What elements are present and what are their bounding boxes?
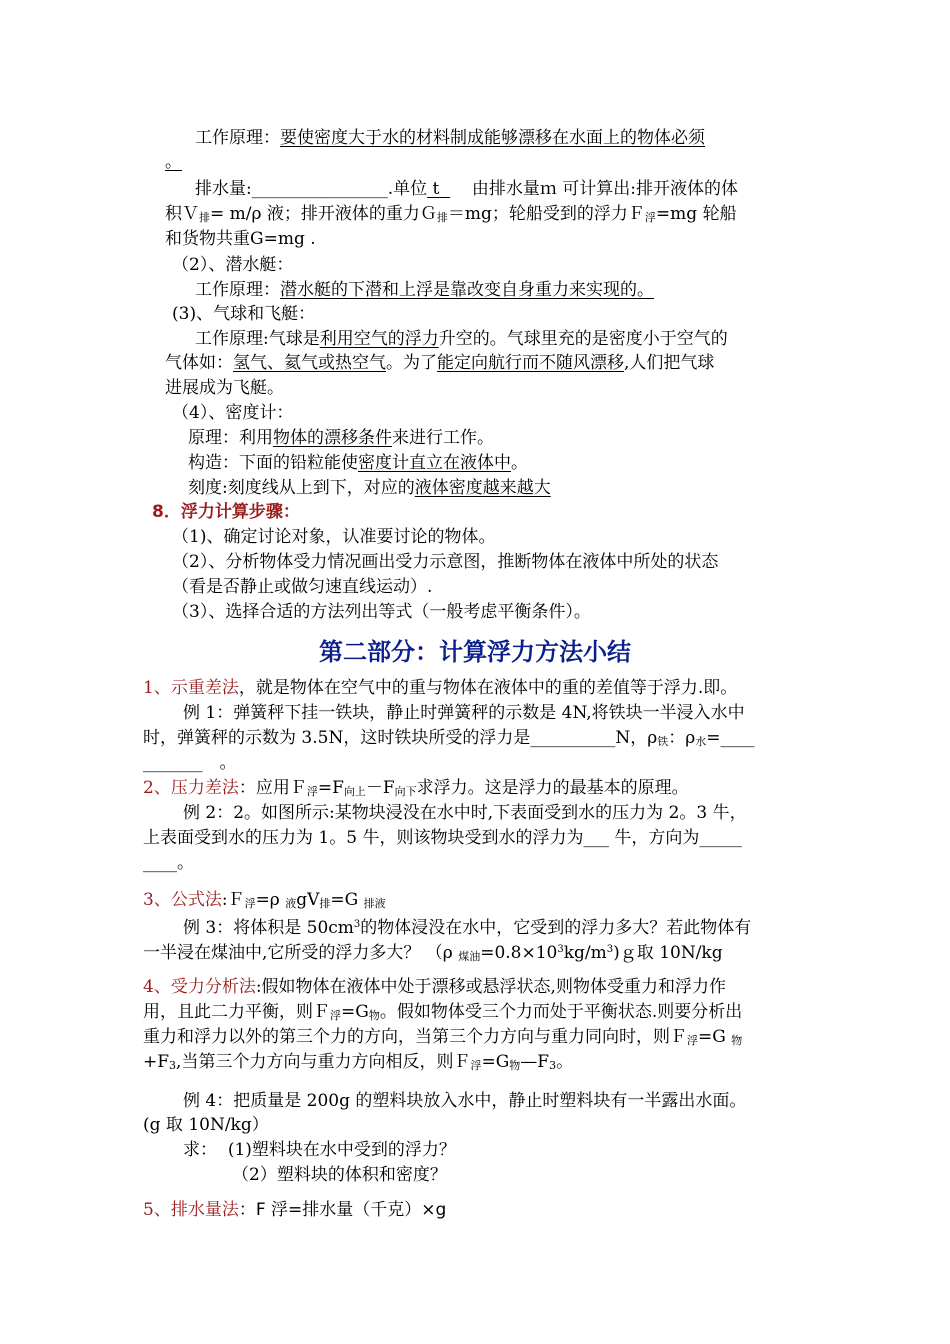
unit-t: t [432, 179, 440, 199]
example-3-line2: 一半浸在煤油中,它所受的浮力多大？ （ρ 煤油$=0.8\times 10^3kg/m^3)g$取 10N/kg [143, 943, 723, 963]
step-3: （3）、选择合适的方法列出等式（一般考虑平衡条件）。 [172, 602, 591, 622]
ship-total-weight: 和货物共重G=mg . [165, 229, 316, 249]
submarine-title: （2）、潜水艇： [172, 255, 294, 275]
balloon-principle: 工作原理:气球是利用空气的浮力升空的。气球里充的是密度小于空气的 [195, 329, 728, 349]
ship-principle-line [195, 126, 705, 150]
example-2-line1: 例 2：2。如图所示:某物块浸没在水中时,下表面受到水的压力为 2。3 牛， [183, 803, 747, 823]
balloon-title: (3)、气球和飞艇： [172, 304, 316, 324]
hydrometer-principle: 原理：利用物体的漂移条件来进行工作。 [188, 428, 494, 448]
ship-principle-label: 工作原理： [195, 128, 280, 148]
example-2-line2: 上表面受到水的压力为 1。5 牛，则该物块受到水的浮力为___ 牛，方向为_____ [143, 828, 742, 848]
example-4-line2: (g 取 10N/kg） [143, 1115, 269, 1135]
step-2-note: （看是否静止或做匀速直线运动）. [172, 577, 433, 597]
method-4-label: 4、受力分析法 [143, 977, 256, 997]
displacement-blank: ________________ [251, 179, 388, 199]
method-2: 2、压力差法：应用Ｆ浮=F向上－F向下求浮力。这是浮力的最基本的原理。 [143, 778, 689, 798]
method-5-label: 5、排水量法 [143, 1200, 239, 1220]
example-1-line1: 例 1：弹簧秤下挂一铁块，静止时弹簧秤的示数是 4N,将铁块一半浸入水中 [183, 703, 745, 723]
part2-heading: 第二部分：计算浮力方法小结 [319, 638, 631, 666]
method-1-label: 1、示重差法 [143, 678, 239, 698]
ship-displacement-line: 排水量:________________.单位 t 由排水量ｍ 可计算出:排开液体的体 [195, 179, 738, 199]
example-1-line3: _______ 。 [143, 753, 237, 773]
method-3: 3、公式法:Ｆ浮=ρ 液gV排=G 排液 [143, 890, 386, 910]
steps-title: 8．浮力计算步骤： [152, 502, 300, 522]
step-1: （1)、确定讨论对象，认准要讨论的物体。 [172, 527, 496, 547]
method-4: 4、受力分析法:假如物体在液体中处于漂移或悬浮状态,则物体受重力和浮力作 [143, 977, 726, 997]
method-5: 5、排水量法：F 浮=排水量（千克）×g [143, 1200, 447, 1220]
hydrometer-structure: 构造：下面的铅粒能使密度计直立在液体中。 [188, 453, 528, 473]
balloon-gas: 气体如：氢气、氦气或热空气。为了能定向航行而不随风漂移,人们把气球 [165, 353, 715, 373]
example-4-question-2: （2）塑料块的体积和密度？ [232, 1165, 447, 1185]
balloon-airship: 进展成为飞艇。 [165, 378, 284, 398]
example-4-question-1: 求： (1)塑料块在水中受到的浮力？ [183, 1140, 456, 1160]
method-3-label: 3、公式法 [143, 890, 222, 910]
method-2-label: 2、压力差法 [143, 778, 239, 798]
method-4-line4: +F3,当第三个力方向与重力方向相反，则Ｆ浮=G物—F3。 [143, 1052, 574, 1072]
ship-principle-text: 要使密度大于水的材料制成能够漂移在水面上的物体必须 [280, 128, 705, 148]
ship-principle-end: 。 [165, 152, 182, 172]
hydrometer-title: （4）、密度计： [172, 403, 294, 423]
method-4-line3: 重力和浮力以外的第三个力的方向，当第三个力方向与重力同向时，则Ｆ浮=G 物 [143, 1027, 743, 1047]
example-2-line3: ____。 [143, 853, 194, 873]
ship-volume-line: 积Ｖ排= m/ρ 液；排开液体的重力Ｇ排＝mg；轮船受到的浮力Ｆ浮=mg 轮船 [165, 204, 737, 224]
step-2: （2）、分析物体受力情况画出受力示意图，推断物体在液体中所处的状态 [172, 552, 719, 572]
example-1-line2: 时，弹簧秤的示数为 3.5N，这时铁块所受的浮力是__________N，ρ铁：ρ水=____ [143, 728, 755, 748]
example-4-line1: 例 4：把质量是 200g 的塑料块放入水中，静止时塑料块有一半露出水面。 [183, 1091, 747, 1111]
method-4-line2: 用，且此二力平衡，则Ｆ浮=G物。假如物体受三个力而处于平衡状态.则要分析出 [143, 1002, 743, 1022]
example-3-line1: 例 3：将体积是 $50cm^3$的物体浸没在水中，它受到的浮力多大？若此物体有 [183, 918, 752, 938]
submarine-principle: 工作原理：潜水艇的下潜和上浮是靠改变自身重力来实现的。 [195, 280, 654, 300]
hydrometer-scale: 刻度:刻度线从上到下，对应的液体密度越来越大 [188, 478, 551, 498]
method-1: 1、示重差法，就是物体在空气中的重与物体在液体中的重的差值等于浮力.即。 [143, 678, 738, 698]
